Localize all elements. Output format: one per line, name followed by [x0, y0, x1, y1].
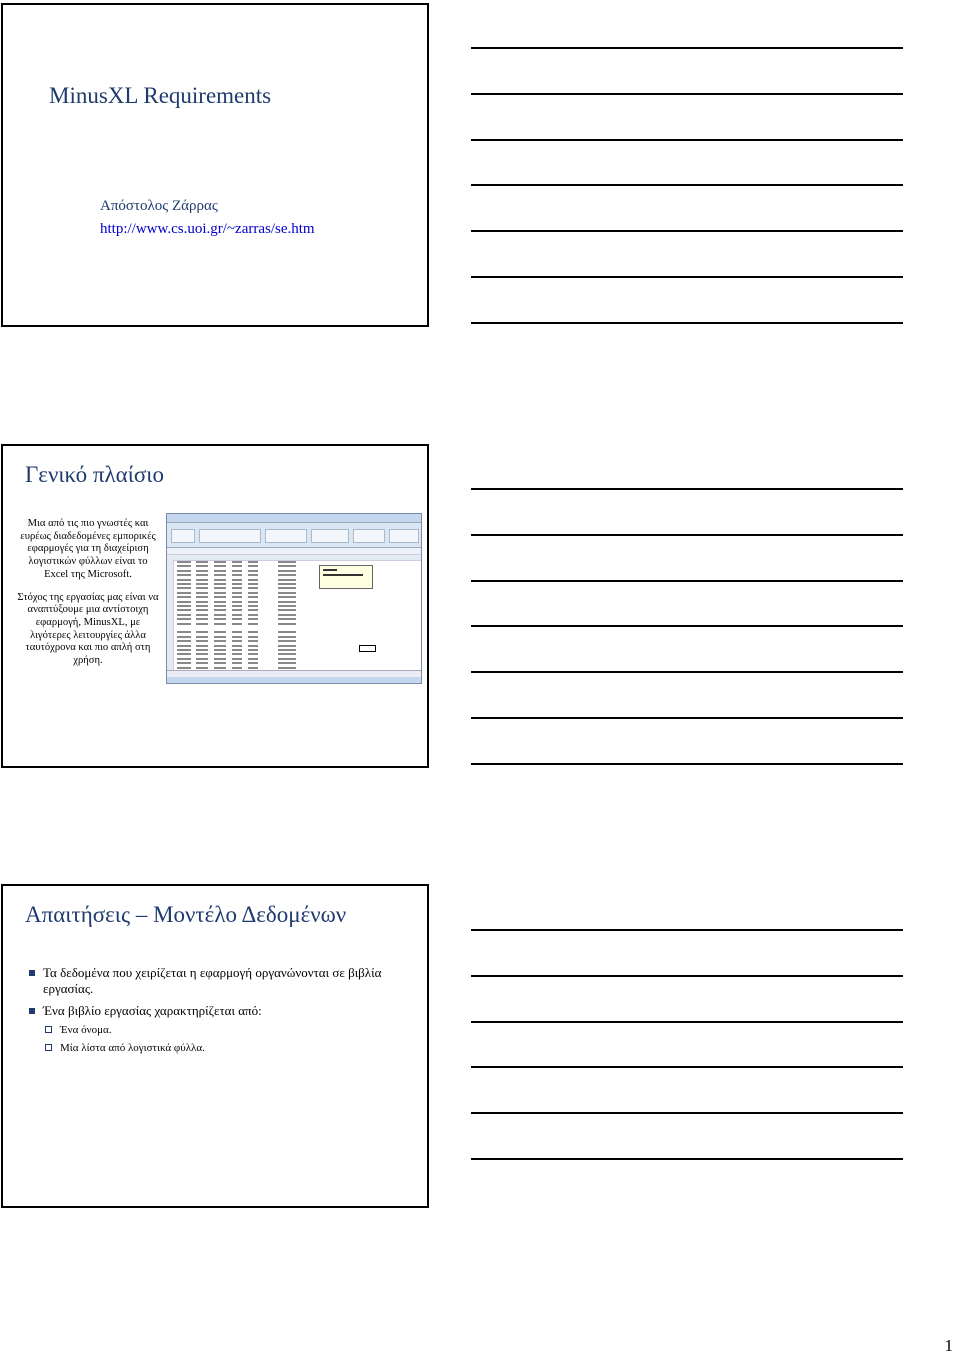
slide-2: [1, 444, 429, 768]
spreadsheet-row: [174, 623, 312, 627]
square-bullet-icon: [29, 970, 35, 976]
sub-bullet-2: Μία λίστα από λογιστικά φύλλα.: [45, 1041, 205, 1055]
spreadsheet-screenshot: [166, 513, 422, 684]
slide-3-title: Απαιτήσεις – Μοντέλο Δεδομένων: [25, 902, 347, 927]
sub-bullet-1: Ένα όνομα.: [45, 1023, 112, 1037]
hollow-square-bullet-icon: [45, 1044, 52, 1051]
hollow-square-bullet-icon: [45, 1026, 52, 1033]
slide-2-paragraph-2: Στόχος της εργασίας μας είναι να αναπτύξουμε μια αντίστοιχη εφαρμογή, MinusXL, με λιγότερες λειτουργίες άλλα ταυτόχρονα και πιο απλή στη χρήση.: [17, 591, 159, 667]
slide-1-author: Απόστολος Ζάρρας: [100, 198, 218, 214]
bullet-2: Ένα βιβλίο εργασίας χαρακτηρίζεται από:: [29, 1003, 409, 1019]
slide-1-url-link[interactable]: http://www.cs.uoi.gr/~zarras/se.htm: [100, 221, 315, 237]
slide-2-body: [17, 518, 159, 678]
slide-1: [1, 3, 429, 327]
slide-2-paragraph-1: Μια από τις πιο γνωστές και ευρέως διαδεδομένες εμπορικές εφαρμογές για τη διαχείριση λογιστικών φύλλων είναι το Excel της Microsoft.: [20, 518, 156, 580]
slide-1-title: MinusXL Requirements: [49, 83, 272, 108]
bullet-1: Τα δεδομένα που χειρίζεται η εφαρμογή οργανώνονται σε βιβλία εργασίας.: [29, 965, 409, 997]
slide-3: [1, 884, 429, 1208]
page-number: 1: [944, 1336, 953, 1355]
square-bullet-icon: [29, 1008, 35, 1014]
slide-2-title: Γενικό πλαίσιο: [25, 462, 164, 487]
